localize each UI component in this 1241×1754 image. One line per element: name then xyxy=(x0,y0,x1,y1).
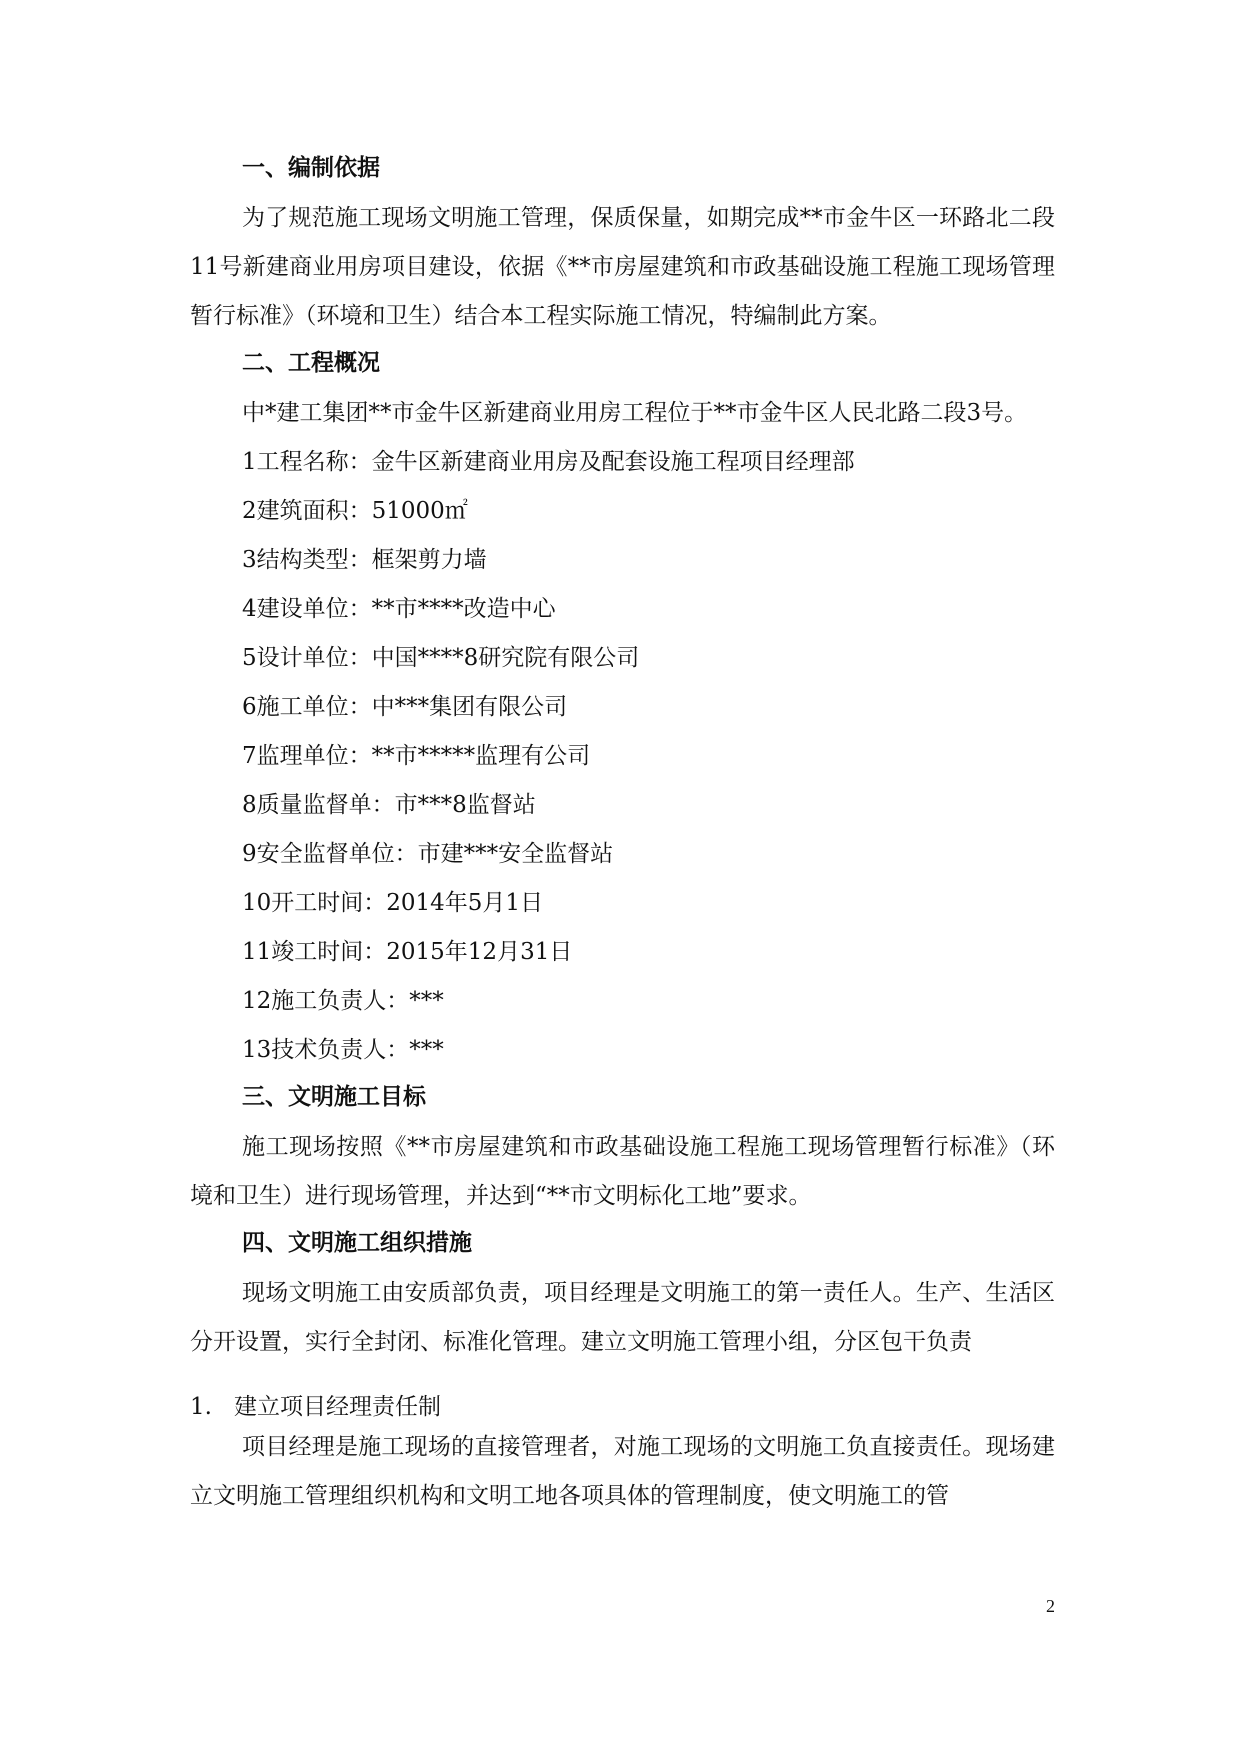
section-paragraph-overview: 中*建工集团**市金牛区新建商业用房工程位于**市金牛区人民北路二段3号。 xyxy=(242,400,1028,426)
list-item: 3结构类型：框架剪力墙 xyxy=(242,547,487,573)
document-body xyxy=(190,146,1055,1521)
subsection-paragraph-responsibility: 项目经理是施工现场的直接管理者，对施工现场的文明施工负直接责任。现场建立文明施工管理组织机构和文明工地各项具体的管理制度，使文明施工的管 xyxy=(190,1434,1055,1509)
section-heading-overview: 二、工程概况 xyxy=(242,349,380,376)
list-item: 13技术负责人：*** xyxy=(242,1037,444,1063)
list-item: 2建筑面积：51000㎡ xyxy=(242,498,468,524)
list-item: 11竣工时间：2015年12月31日 xyxy=(242,939,573,965)
list-item: 9安全监督单位：市建***安全监督站 xyxy=(242,841,614,867)
list-item: 12施工负责人：*** xyxy=(242,988,444,1014)
list-item: 8质量监督单：市***8监督站 xyxy=(242,792,536,818)
section-heading-basis: 一、编制依据 xyxy=(242,154,380,181)
list-item: 10开工时间：2014年5月1日 xyxy=(242,890,544,916)
section-heading-goal: 三、文明施工目标 xyxy=(242,1083,426,1110)
section-paragraph-basis: 为了规范施工现场文明施工管理，保质保量，如期完成**市金牛区一环路北二段11号新建商业用房项目建设，依据《**市房屋建筑和市政基础设施工程施工现场管理暂行标准》（环境和卫生）结合本工程实际施工情况，特编制此方案。 xyxy=(190,205,1055,329)
list-item: 5设计单位：中国****8研究院有限公司 xyxy=(242,645,640,671)
subsection-number: 1. xyxy=(190,1394,212,1420)
page-number: 2 xyxy=(1046,1596,1055,1616)
list-item: 1工程名称：金牛区新建商业用房及配套设施工程项目经理部 xyxy=(242,449,855,475)
list-item: 4建设单位：**市****改造中心 xyxy=(242,596,556,622)
section-paragraph-goal: 施工现场按照《**市房屋建筑和市政基础设施工程施工现场管理暂行标准》（环境和卫生）进行现场管理，并达到“**市文明标化工地”要求。 xyxy=(190,1134,1055,1209)
project-info-list xyxy=(190,438,1055,1075)
list-item: 6施工单位：中***集团有限公司 xyxy=(242,694,568,720)
section-heading-measures: 四、文明施工组织措施 xyxy=(242,1229,472,1256)
subsection-heading-responsibility xyxy=(190,1367,1055,1423)
section-paragraph-measures: 现场文明施工由安质部负责，项目经理是文明施工的第一责任人。生产、生活区分开设置，实行全封闭、标准化管理。建立文明施工管理小组，分区包干负责 xyxy=(190,1280,1055,1355)
list-item: 7监理单位：**市*****监理有公司 xyxy=(242,743,591,769)
subsection-title: 建立项目经理责任制 xyxy=(234,1394,441,1420)
